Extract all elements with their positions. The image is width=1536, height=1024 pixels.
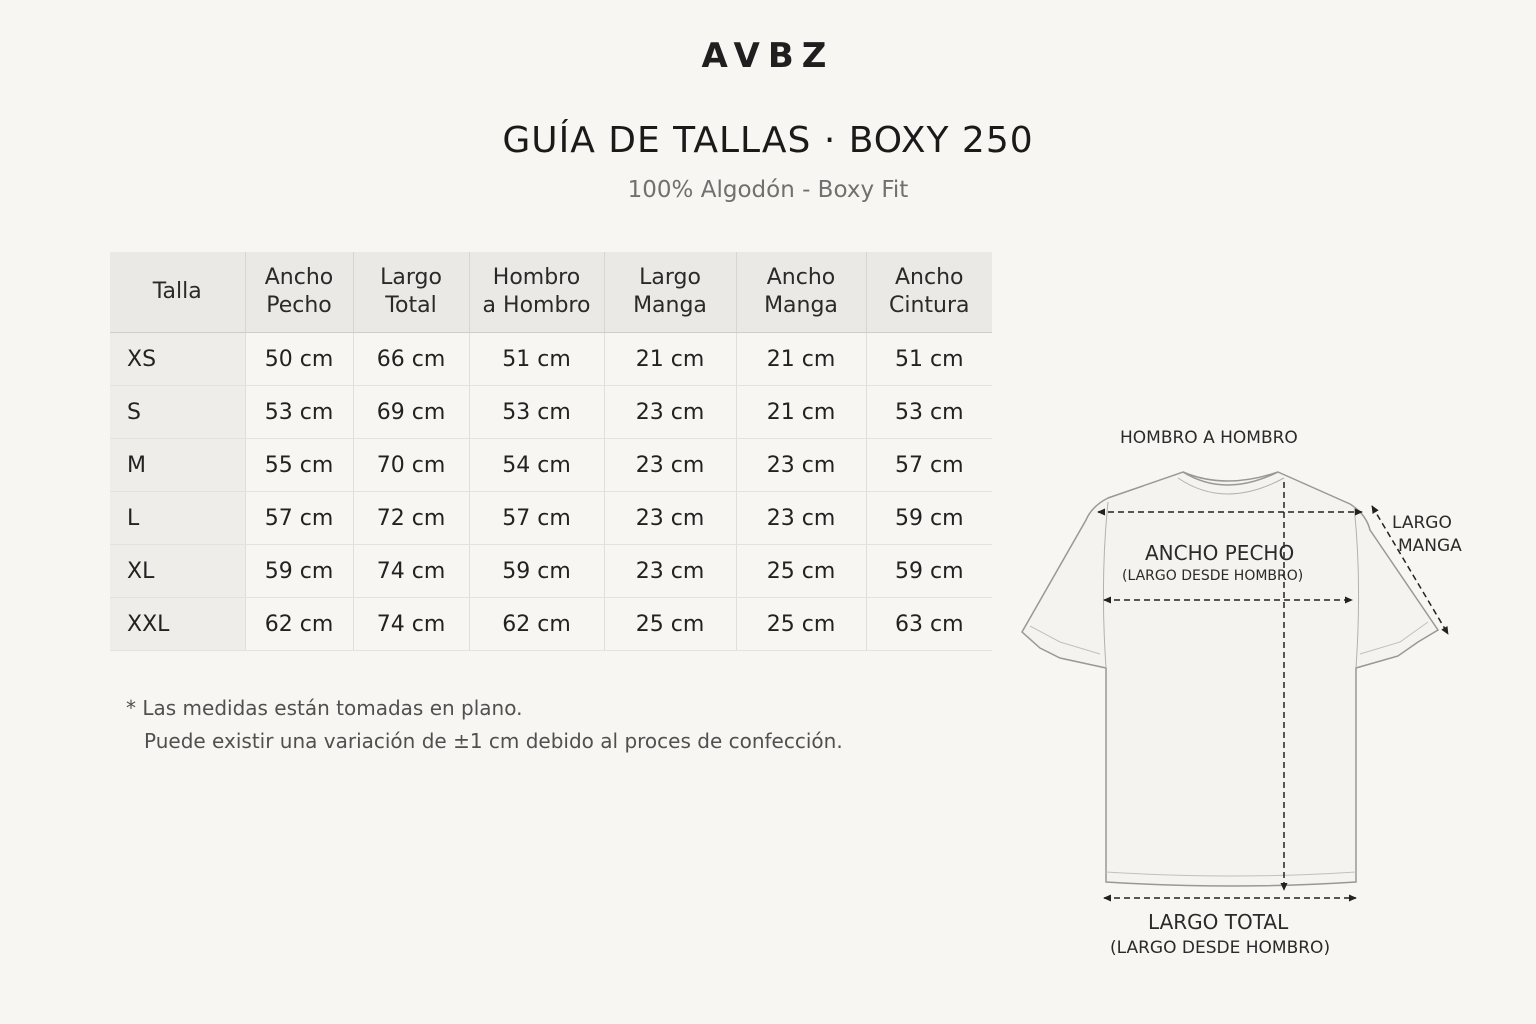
column-header [353, 252, 469, 333]
size-cell: M [110, 439, 245, 492]
measurement-cell: 51 cm [469, 333, 604, 386]
size-cell: XXL [110, 598, 245, 651]
column-header-line: a Hombro [482, 293, 591, 318]
measurement-cell: 59 cm [866, 545, 992, 598]
table-row [110, 492, 992, 545]
measurement-cell: 53 cm [866, 386, 992, 439]
measurement-cell: 55 cm [245, 439, 353, 492]
measurement-cell: 25 cm [604, 598, 736, 651]
size-cell: XS [110, 333, 245, 386]
chest-label: ANCHO PECHO [1145, 541, 1295, 565]
measurement-cell: 50 cm [245, 333, 353, 386]
note-line-2: Puede existir una variación de ±1 cm debido al proces de confección. [144, 729, 843, 753]
measurement-cell: 62 cm [245, 598, 353, 651]
page-title: GUÍA DE TALLAS · BOXY 250 [502, 120, 1034, 161]
column-header-line: Hombro [492, 265, 581, 290]
column-header [469, 252, 604, 333]
table-row [110, 545, 992, 598]
measurement-cell: 23 cm [604, 439, 736, 492]
table-header-row [110, 252, 992, 333]
measurement-cell: 70 cm [353, 439, 469, 492]
measurement-cell: 69 cm [353, 386, 469, 439]
measurement-cell: 59 cm [469, 545, 604, 598]
column-header [110, 252, 245, 333]
table-row [110, 598, 992, 651]
measurement-cell: 66 cm [353, 333, 469, 386]
measurement-cell: 54 cm [469, 439, 604, 492]
column-header-line: Manga [764, 293, 838, 318]
column-header-line: Largo [380, 265, 442, 290]
size-cell: XL [110, 545, 245, 598]
table-row [110, 386, 992, 439]
measurement-cell: 25 cm [736, 598, 866, 651]
measurement-cell: 23 cm [736, 439, 866, 492]
page-subtitle: 100% Algodón - Boxy Fit [627, 177, 909, 203]
chest-sublabel: (LARGO DESDE HOMBRO) [1122, 568, 1304, 584]
measurement-cell: 59 cm [245, 545, 353, 598]
measurement-cell: 53 cm [245, 386, 353, 439]
column-header-line: Largo [639, 265, 701, 290]
measurement-cell: 25 cm [736, 545, 866, 598]
measurement-cell: 23 cm [604, 386, 736, 439]
column-header [245, 252, 353, 333]
column-header-line: Pecho [266, 293, 332, 318]
shoulder-label: HOMBRO A HOMBRO [1120, 428, 1298, 448]
measurement-cell: 57 cm [245, 492, 353, 545]
size-cell: S [110, 386, 245, 439]
sleeve-label-2: MANGA [1398, 536, 1462, 556]
size-cell: L [110, 492, 245, 545]
measurement-cell: 74 cm [353, 598, 469, 651]
column-header-line: Cintura [888, 293, 970, 318]
measurement-cell: 23 cm [736, 492, 866, 545]
measurement-cell: 21 cm [736, 333, 866, 386]
measurement-cell: 63 cm [866, 598, 992, 651]
measurement-cell: 57 cm [866, 439, 992, 492]
column-header-line: Ancho [264, 265, 334, 290]
measurement-cell: 74 cm [353, 545, 469, 598]
measurement-cell: 62 cm [469, 598, 604, 651]
note-line-1: * Las medidas están tomadas en plano. [126, 696, 523, 720]
column-header-line: Total [385, 293, 437, 318]
table-row [110, 333, 992, 386]
column-header [736, 252, 866, 333]
size-table [110, 252, 992, 651]
column-header-line: Manga [633, 293, 707, 318]
tshirt-illustration [1000, 420, 1520, 980]
measurement-note [126, 692, 843, 758]
tshirt-diagram [1000, 420, 1520, 980]
column-header-line: Ancho [766, 265, 836, 290]
measurement-cell: 23 cm [604, 545, 736, 598]
column-header-line: Talla [152, 279, 202, 304]
measurement-cell: 57 cm [469, 492, 604, 545]
brand-logo: AVBZ [701, 36, 835, 76]
measurement-cell: 21 cm [604, 333, 736, 386]
measurement-cell: 21 cm [736, 386, 866, 439]
length-sublabel: (LARGO DESDE HOMBRO) [1110, 938, 1331, 958]
measurement-cell: 59 cm [866, 492, 992, 545]
sleeve-label-1: LARGO [1392, 513, 1452, 533]
length-label: LARGO TOTAL [1148, 910, 1289, 934]
measurement-cell: 23 cm [604, 492, 736, 545]
table-row [110, 439, 992, 492]
measurement-cell: 72 cm [353, 492, 469, 545]
measurement-cell: 51 cm [866, 333, 992, 386]
column-header [866, 252, 992, 333]
column-header-line: Ancho [895, 265, 964, 290]
measurement-cell: 53 cm [469, 386, 604, 439]
column-header [604, 252, 736, 333]
